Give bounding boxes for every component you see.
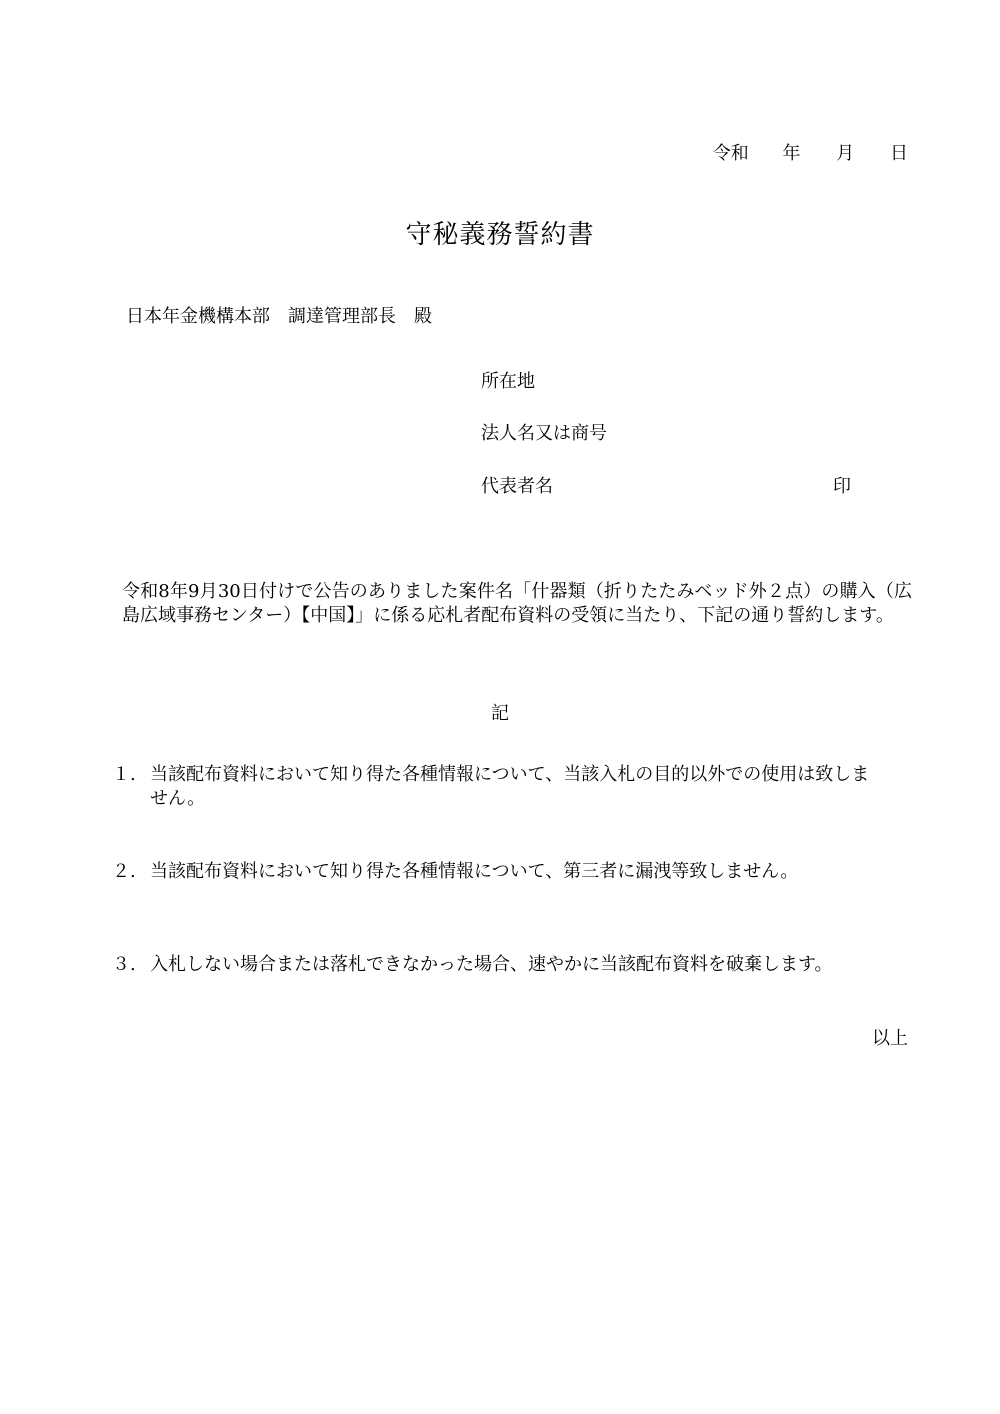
pledge-item-1 [112,763,882,811]
pledge-text: 当該配布資料において知り得た各種情報について、第三者に漏洩等致しません。 [150,861,799,882]
pledge-item-3 [112,953,882,977]
addressee [126,308,432,326]
pledge-number: ３. [112,954,136,975]
date-era: 令和 [712,143,749,164]
ki-heading: 記 [491,703,509,724]
pledge-text: 入札しない場合または落札できなかった場合、速やかに当該配布資料を破棄します。 [150,954,833,975]
date-month-label: 月 [836,143,855,164]
addressee-honorific: 殿 [414,306,432,327]
company-label: 法人名又は商号 [481,423,607,444]
pledge-text: 当該配布資料において知り得た各種情報について、当該入札の目的以外での使用は致しません。 [150,764,870,809]
addressee-dept: 調達管理部長 [288,306,396,327]
pledge-number: ２. [112,861,136,882]
closing-mark: 以上 [872,1028,908,1049]
date-line [713,145,908,163]
date-day-label: 日 [890,143,908,164]
document-title: 守秘義務誓約書 [405,220,595,250]
date-year-label: 年 [782,143,801,164]
pledge-number: １. [112,764,136,785]
representative-label: 代表者名 [481,476,553,497]
addressee-org: 日本年金機構本部 [126,306,270,327]
intro-paragraph: 令和8年9月30日付けで公告のありました案件名「什器類（折りたたみベッド外２点）の購入（広島広域事務センター）【中国】」に係る応札者配布資料の受領に当たり、下記の通り誓約します。 [122,581,912,626]
pledge-item-2 [112,860,882,884]
seal-mark: 印 [833,476,851,497]
location-label: 所在地 [481,371,535,392]
